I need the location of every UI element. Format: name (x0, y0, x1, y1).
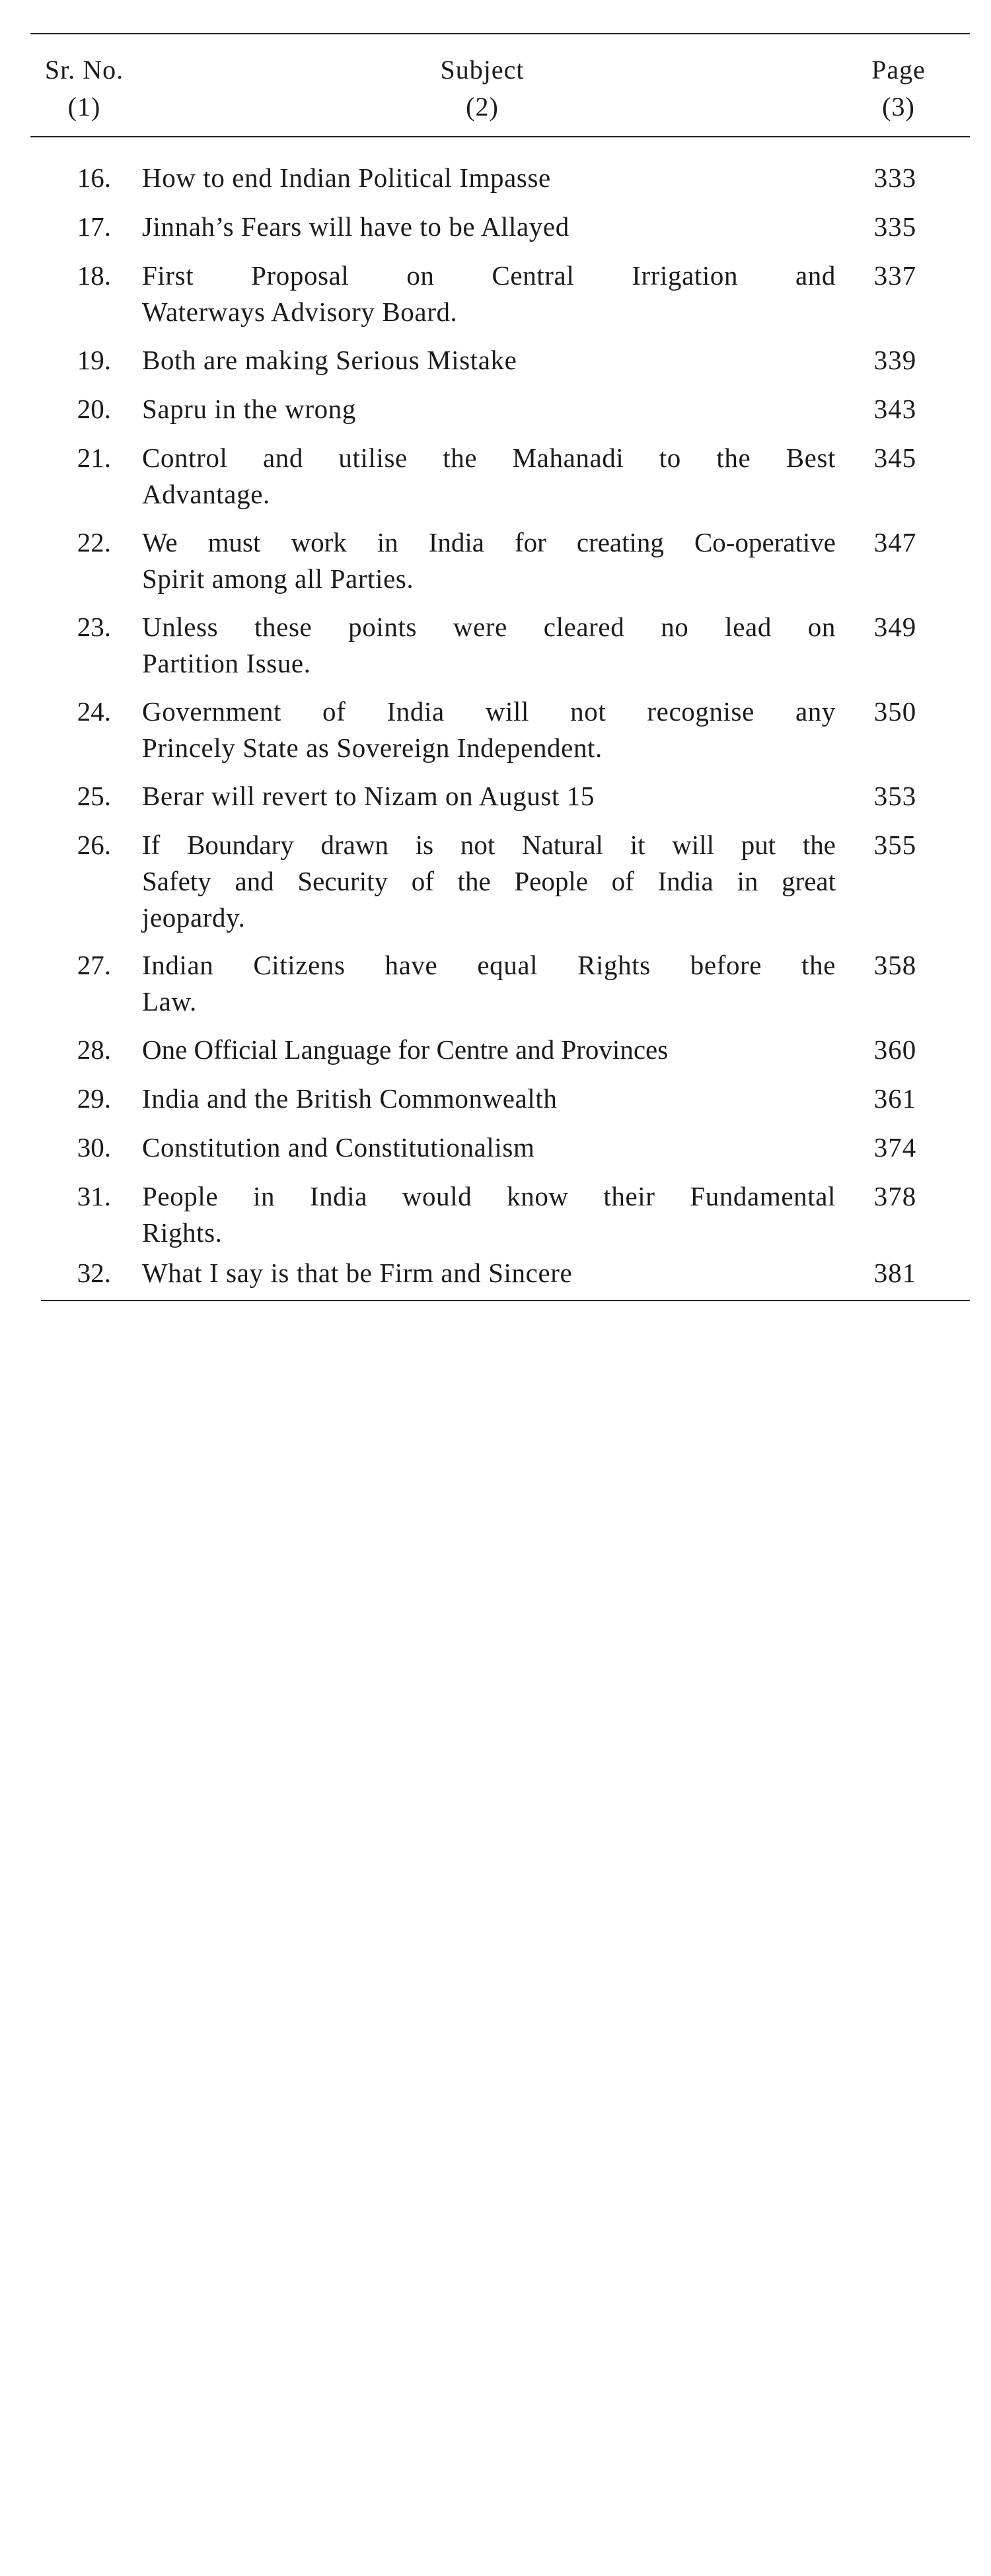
entry-subject (142, 609, 836, 682)
column-header-page-number: (3) (882, 92, 915, 122)
entry-subject-line: Advantage. (142, 479, 270, 509)
entry-number: 19. (77, 345, 111, 375)
entry-subject-line: What I say is that be Firm and Sincere (142, 1258, 573, 1288)
entry-subject-line: Princely State as Sovereign Independent. (142, 733, 603, 763)
entry-page: 349 (873, 612, 917, 642)
entry-subject-line: We must work in India for creating Co-operative (142, 527, 836, 557)
entry-subject-line: Sapru in the wrong (142, 394, 356, 424)
entry-number: 17. (77, 211, 111, 242)
entry-subject (142, 524, 836, 597)
entry-subject-line: First Proposal on Central Irrigation and (142, 260, 836, 291)
entry-subject-line: How to end Indian Political Impasse (142, 162, 551, 193)
entry-number: 30. (77, 1132, 111, 1163)
entry-number: 28. (77, 1034, 111, 1065)
entry-page: 335 (873, 211, 917, 242)
entry-page: 337 (873, 260, 917, 291)
entry-subject-line: Berar will revert to Nizam on August 15 (142, 781, 595, 811)
entry-page: 361 (873, 1083, 917, 1114)
entry-subject-line: jeopardy. (142, 902, 246, 933)
entry-number: 25. (77, 781, 111, 811)
entry-subject (142, 160, 836, 196)
entry-subject-line: Government of India will not recognise any (142, 696, 836, 727)
entry-subject-line: Jinnah’s Fears will have to be Allayed (142, 211, 569, 242)
entry-page: 350 (873, 696, 917, 727)
entry-subject (142, 1178, 836, 1251)
entry-subject-line: Waterways Advisory Board. (142, 297, 458, 327)
entry-subject (142, 1255, 836, 1291)
entry-page: 353 (873, 781, 917, 811)
entry-number: 26. (77, 830, 111, 860)
column-header-subject-number: (2) (466, 92, 499, 122)
entry-subject (142, 694, 836, 766)
entry-subject (142, 209, 836, 245)
entry-page: 358 (873, 950, 917, 980)
entry-page: 343 (873, 394, 917, 424)
entry-page: 378 (873, 1181, 917, 1211)
entry-page: 347 (873, 527, 917, 557)
top-rule (30, 33, 970, 34)
entry-subject (142, 1129, 836, 1166)
entry-subject (142, 258, 836, 330)
column-header-page-label: Page (871, 55, 926, 85)
entry-number: 29. (77, 1083, 111, 1114)
entry-subject-line: People in India would know their Fundamental (142, 1181, 836, 1211)
entry-number: 31. (77, 1181, 111, 1211)
entry-subject (142, 440, 836, 513)
column-header-sr-no-number: (1) (67, 92, 101, 122)
entry-subject-line: One Official Language for Centre and Provinces (142, 1034, 669, 1065)
entry-subject-line: Partition Issue. (142, 648, 311, 678)
entry-number: 18. (77, 260, 111, 291)
entry-number: 23. (77, 612, 111, 642)
entry-number: 20. (77, 394, 111, 424)
entry-number: 16. (77, 162, 111, 193)
column-header-subject (396, 52, 568, 125)
entry-number: 22. (77, 527, 111, 557)
entry-subject-line: Rights. (142, 1217, 223, 1248)
entry-page: 333 (873, 162, 917, 193)
entry-subject-line: Unless these points were cleared no lead on (142, 612, 836, 642)
entry-page: 360 (873, 1034, 917, 1065)
column-header-sr-no-label: Sr. No. (44, 55, 124, 85)
entry-subject-line: Spirit among all Parties. (142, 563, 414, 594)
entry-subject (142, 391, 836, 427)
entry-subject-line: Control and utilise the Mahanadi to the Best (142, 443, 836, 473)
entry-number: 21. (77, 443, 111, 473)
column-header-subject-label: Subject (440, 55, 525, 85)
entry-subject-line: If Boundary drawn is not Natural it will put the (142, 830, 836, 860)
entry-subject-line: Constitution and Constitutionalism (142, 1132, 535, 1163)
column-header-page (852, 52, 945, 125)
entry-subject-line: Both are making Serious Mistake (142, 345, 517, 375)
entry-number: 24. (77, 696, 111, 727)
entry-page: 374 (873, 1132, 917, 1163)
entry-subject-line: India and the British Commonwealth (142, 1083, 558, 1114)
entry-subject-line: Law. (142, 986, 197, 1017)
column-header-sr-no (26, 52, 142, 125)
entry-subject-line: Safety and Security of the People of India in great (142, 866, 836, 896)
entry-subject (142, 342, 836, 378)
entry-number: 32. (77, 1258, 111, 1288)
entry-subject (142, 1081, 836, 1117)
entry-subject (142, 778, 836, 814)
entry-subject-line: Indian Citizens have equal Rights before the (142, 950, 836, 980)
entry-page: 381 (873, 1258, 917, 1288)
entry-page: 355 (873, 830, 917, 860)
header-rule (30, 136, 970, 137)
entry-page: 339 (873, 345, 917, 375)
entry-subject (142, 1032, 836, 1068)
entry-number: 27. (77, 950, 111, 980)
entry-page: 345 (873, 443, 917, 473)
bottom-rule (41, 1300, 970, 1301)
entry-subject (142, 827, 836, 936)
entry-subject (142, 947, 836, 1020)
